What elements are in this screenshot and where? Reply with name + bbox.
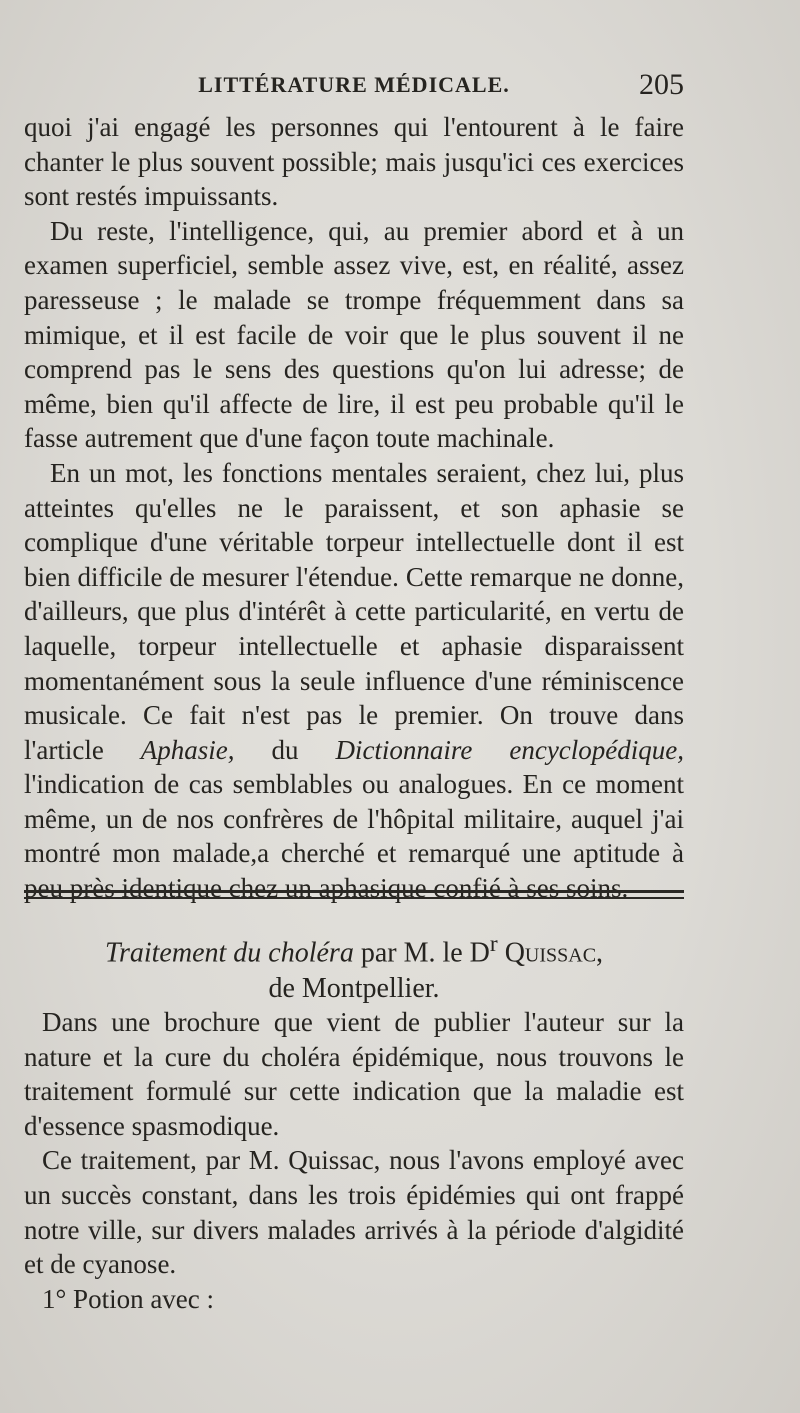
paragraph: quoi j'ai engagé les personnes qui l'entourent à le faire chanter le plus souvent possible; mais jusqu'ici ces exercices sont restés impuissants. [24, 112, 684, 212]
paragraph [24, 456, 684, 906]
article-body [24, 1005, 684, 1316]
title-superscript: r [489, 931, 498, 957]
section-divider [24, 890, 684, 899]
article-title [24, 926, 684, 1007]
author-place: de Montpellier. [268, 973, 440, 1005]
page-header [24, 68, 684, 106]
paragraph-text: l'indication de cas semblables ou analogues. En ce moment même, un de nos confrères de l'hôpital militaire, auquel j'ai montré mon malade,a cherché et remarqué une aptitude à peu près identique chez un aphasique confié à ses soins. [24, 769, 684, 904]
paragraph: Du reste, l'intelligence, qui, au premier abord et à un examen superficiel, semble assez vive, est, en réalité, assez paresseuse ; le malade se trompe fréquemment dans sa mimique, et il est facile de voir que le plus souvent il ne comprend pas le sens des questions qu'on lui adresse; de même, bien qu'il affecte de lire, il est peu probable qu'il le fasse autrement que d'une façon toute machinale. [24, 215, 684, 454]
paragraph-text: du [271, 734, 299, 765]
body-text [24, 110, 684, 906]
paragraph: Dans une brochure que vient de publier l'auteur sur la nature et la cure du choléra épidémique, nous trouvons le traitement formulé sur cette indication que la maladie est d'essence spasmodique. [24, 1007, 684, 1141]
running-title: LITTÉRATURE MÉDICALE. [198, 72, 510, 97]
title-line [24, 926, 684, 971]
title-italic: Traitement du choléra [104, 937, 354, 969]
paragraph: Ce traitement, par M. Quissac, nous l'avons employé avec un succès constant, dans les trois épidémies qui ont frappé notre ville, sur divers malades arrivés à la période d'algidité et de cyanose. [24, 1145, 684, 1280]
title-rest: par M. le D [360, 937, 490, 969]
paragraph: 1° Potion avec : [42, 1283, 215, 1314]
italic-reference: Aphasie, [140, 734, 235, 765]
italic-reference: Dictionnaire encyclopédique, [335, 734, 685, 765]
page-number: 205 [639, 68, 684, 101]
paragraph-text: En un mot, les fonctions mentales seraient, chez lui, plus atteintes qu'elles ne le paraissent, et son aphasie se complique d'une véritable torpeur intellectuelle dont il est bien difficile de mesurer l'étendue. Cette remarque ne donne, d'ailleurs, que plus d'intérêt à cette particularité, en vertu de laquelle, torpeur intellectuelle et aphasie disparaissent momentanément sous la seule influence d'une réminiscence musicale. Ce fait n'est pas le premier. On trouve dans l'article [24, 457, 684, 765]
author-name: Quissac, [504, 937, 604, 969]
